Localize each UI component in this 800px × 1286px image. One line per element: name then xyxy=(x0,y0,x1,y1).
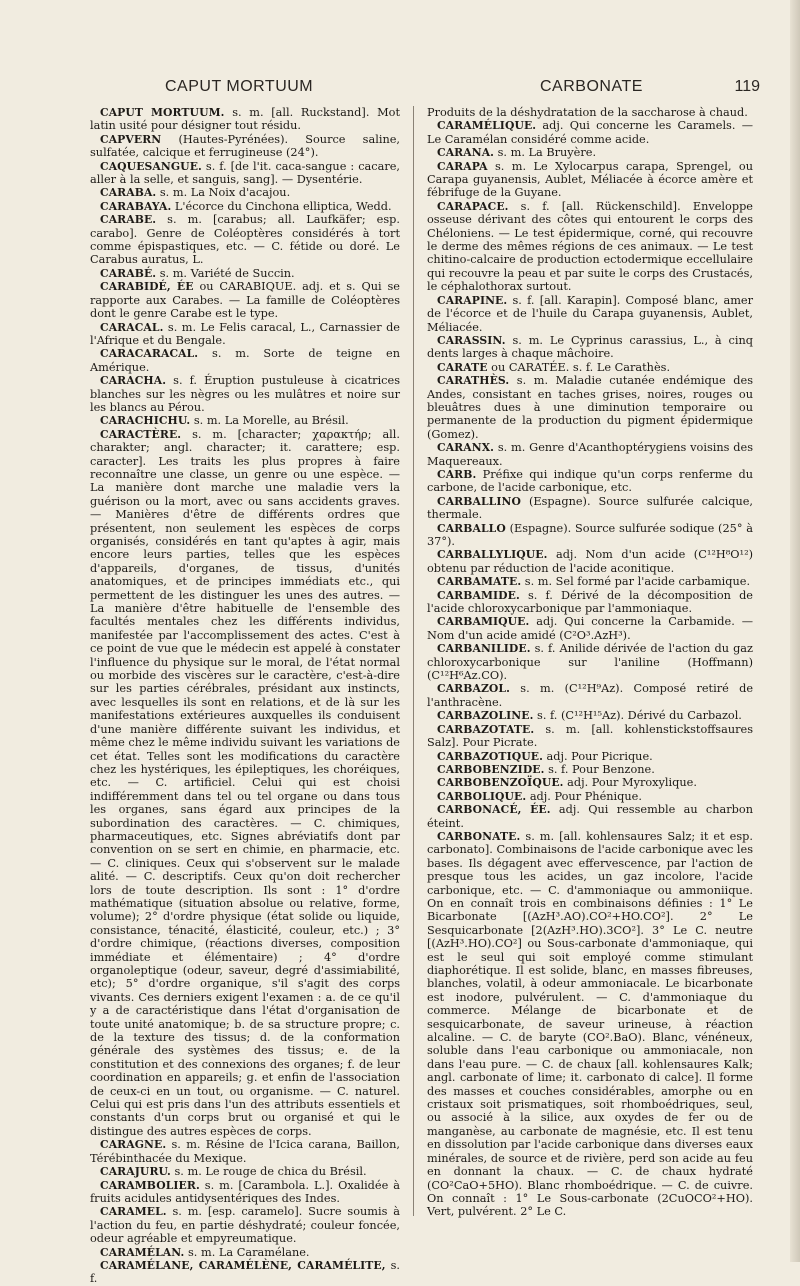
dictionary-entry xyxy=(427,146,753,159)
entry-definition: adj. Qui concerne la Carbamide. — Nom d'un acide amidé (C²O³.AzH³). xyxy=(427,615,753,642)
entry-definition: s. f. [de l'it. caca-sangue : cacare, aller à la selle, et sanguis, sang]. — Dysentérie. xyxy=(90,159,400,187)
entry-headword: CARAMÉLIQUE. xyxy=(437,119,537,133)
dictionary-entry xyxy=(90,267,400,280)
entry-headword: CARACTÈRE. xyxy=(100,427,182,441)
entry-headword: CARAJURU. xyxy=(100,1165,171,1179)
entry-definition: s. f. Dérivé de la décomposition de l'acide chloroxycarbonique par l'ammoniaque. xyxy=(427,588,753,616)
entry-headword: CAPUT MORTUUM. xyxy=(100,106,225,119)
entry-headword: CARABA. xyxy=(100,186,157,200)
entry-headword: CARBONACÉ, ÉE. xyxy=(437,803,551,817)
entry-definition: s. m. [esp. caramelo]. Sucre soumis à l'action du feu, en partie déshydraté; couleur foncée, odeur agréable et empyreumatique. xyxy=(90,1205,400,1246)
entry-definition: (Espagne). Source sulfurée calcique, thermale. xyxy=(427,494,753,522)
dictionary-entry xyxy=(427,374,753,441)
entry-definition: s. m. [all. kohlenstickstoffsaures Salz]. Pour Picrate. xyxy=(427,722,753,750)
entry-headword: CARBAMIQUE. xyxy=(437,615,530,629)
entry-definition: s. f. xyxy=(90,1258,400,1286)
entry-definition: s. m. [all. kohlensaures Salz; it et esp. carbonato]. Combinaisons de l'acide carbonique avec les bases. Ils dégagent avec effervescence, par l'action de presque tous les acides, un gaz incolore, l'acide carbonique, etc. — C. d'ammoniaque ou ammoniique. On en connaît trois en combinaisons définies : 1° Le Bicarbonate [(AzH³.AO).CO²+HO.CO²]. 2° Le Sesquicarbonate [2(AzH³.HO).3CO²]. 3° Le C. neutre [(AzH³.HO).CO²] ou Sous-carbonate d'ammoniaque, qui est le seul qui soit employé comme stimulant diaphorétique. Il est solide, blanc, en masses fibreuses, blanches, volatil, à odeur ammoniacale. Le bicarbonate est inodore, pulvérulent. — C. d'ammoniaque du commerce. Mélange de bicarbonate et de sesquicarbonate, de saveur urineuse, à réaction alcaline. — C. de baryte (CO².BaO). Blanc, vénéneux, soluble dans l'eau carbonique ou ammoniacale, non dans l'eau pure. — C. de chaux [all. kohlensaures Kalk; angl. carbonate of lime; it. carbonato di calce]. Il forme des masses et couches considérables, amorphe ou en cristaux soit prismatiques, soit rhomboédriques, seul, ou associé à la silice, aux oxydes de fer ou de manganèse, au carbonate de magnésie, etc. Il est tenu en dissolution par l'acide carbonique dans diverses eaux minérales, de source et de rivière, perd son acide au feu en donnant la chaux. — C. de chaux hydraté (CO²CaO+5HO). Blanc rhomboédrique. — C. de cuivre. On connaît : 1° Le Sous-carbonate (2CuOCO²+HO). Vert, pulvérent. 2° Le C. xyxy=(427,829,753,1219)
dictionary-entry xyxy=(90,186,400,199)
entry-definition: s. m. Variété de Succin. xyxy=(156,266,295,280)
dictionary-entry xyxy=(90,160,400,187)
entry-headword: CARBAZOTATE. xyxy=(437,722,535,736)
entry-definition: s. m. La Morelle, au Brésil. xyxy=(190,414,349,428)
entry-headword: CARAPACE. xyxy=(437,199,509,213)
entry-headword: CARBAZOLINE. xyxy=(437,709,534,723)
dictionary-entry xyxy=(427,106,753,119)
entry-headword: CARAPINE. xyxy=(437,293,508,307)
entry-definition: ou CARATÉE. s. f. Le Carathès. xyxy=(487,360,671,374)
dictionary-entry xyxy=(90,1246,400,1259)
entry-headword: CARABE. xyxy=(100,213,157,227)
entry-headword: CARBAZOL. xyxy=(437,682,510,696)
dictionary-entry xyxy=(427,441,753,468)
entry-definition: adj. Nom d'un acide (C¹²H⁸O¹²) obtenu par réduction de l'acide aconitique. xyxy=(427,548,753,575)
dictionary-entry xyxy=(427,642,753,682)
entry-definition: s. m. [character; χαρακτήρ; all. charakter; angl. character; it. carattere; esp. caracter]. Les traits les plus propres à faire reconnaître une classe, un genre ou une espèce. — La manière dont marche une maladie vers la guérison ou la mort, avec ou sans accidents graves. — Manières d'être de différents ordres que présentent, non seulement les espèces de corps organisés, considérés en tant qu'aptes à agir, mais encore leurs parties, telles que les espèces d'appareils, d'organes, de tissus, d'unités anatomiques, et de principes immédiats etc., qui permettent de les distinguer les unes des autres. — La manière d'être habituelle de l'ensemble des facultés mentales chez les différents individus, manifestée par l'accomplissement des actes. C'est à ce point de vue que le médecin est appelé à constater l'influence du physique sur le moral, de l'état normal ou morbide des viscères sur le caractère, c'est-à-dire sur les parties cérébrales, présidant aux instincts, avec lesquelles ils sont en relations, et de là sur les manifestations extérieures auxquelles ils conduisent d'une manière différente suivant les individus, et même chez le même individu suivant les variations de cet état. Telles sont les modifications du caractère chez les hystériques, les épileptiques, les choréiques, etc. — C. artificiel. Celui qui est choisi indifféremment dans tel ou tel organe ou dans tous les organes, sans égard aux principes de la subordination des caractères. — C. chimiques, pharmaceutiques, etc. Signes abréviatifs dont par convention on se sert en chimie, en pharmacie, etc. — C. cliniques. Ceux qui s'observent sur le malade alité. — C. descriptifs. Ceux qu'on doit rechercher lors de toute description. Ils sont : 1° d'ordre mathématique (situation absolue ou relative, forme, volume); 2° d'ordre physique (état solide ou liquide, consistance, ténacité, élasticité, couleur, etc.) ; 3° d'ordre chimique, (réactions diverses, composition immédiate et élémentaire) ; 4° d'ordre organoleptique (odeur, saveur, degré d'assimiabilité, etc); 5° d'ordre organique, s'il s'agit des corps vivants. Ces derniers exigent l'examen : a. de ce qu'il y a de caractéristique dans l'état d'organisation de toute unité anatomique; b. de sa structure propre; c. de la texture des tissus; d. de la conformation générale des systèmes des tissus; e. de la constitution et des connexions des organes; f. de leur coordination en appareils; g. et enfin de l'association de ceux-ci en un tout, ou organisme. — C. naturel. Celui qui est pris dans l'un des attributs essentiels et constants d'un corps brut ou organisé et qui le distingue des autres espèces de corps. xyxy=(90,427,400,1138)
dictionary-entry xyxy=(427,575,753,588)
entry-headword: CARASSIN. xyxy=(437,333,506,347)
entry-definition: s. m. Genre d'Acanthoptérygiens voisins des Maquereaux. xyxy=(427,441,753,468)
dictionary-entry xyxy=(90,133,400,160)
entry-definition: s. m. Le Felis caracal, L., Carnassier de l'Afrique et du Bengale. xyxy=(90,320,400,347)
dictionary-entry xyxy=(90,347,400,374)
right-column xyxy=(427,106,753,1226)
entry-definition: s. m. La Noix d'acajou. xyxy=(156,186,291,200)
dictionary-entry xyxy=(90,1205,400,1245)
entry-definition: s. m. Le Cyprinus carassius, L., à cinq dents larges à chaque mâchoire. xyxy=(427,333,753,361)
dictionary-entry xyxy=(90,1259,400,1286)
entry-headword: CAQUESANGUE. xyxy=(100,159,202,173)
entry-headword: CARACAL. xyxy=(100,320,164,334)
entry-headword: CARABIDÉ, ÉE xyxy=(100,280,194,294)
dictionary-entry xyxy=(90,321,400,348)
entry-headword: CARBOBENZOÏQUE. xyxy=(437,776,564,790)
entry-headword: CARBANILIDE. xyxy=(437,642,531,656)
entry-definition: adj. Pour Myroxylique. xyxy=(563,776,697,790)
dictionary-entry xyxy=(427,200,753,294)
entry-definition: Produits de la déshydratation de la saccharose à chaud. xyxy=(427,106,748,119)
entry-definition: s. m. Le Xylocarpus carapa, Sprengel, ou Carapa guyanensis, Aublet, Méliacée à écorce amère et fébrifuge de la Guyane. xyxy=(427,159,753,200)
entry-headword: CARBOBENZIDE. xyxy=(437,762,545,776)
dictionary-entry xyxy=(427,119,753,146)
left-column xyxy=(90,106,401,1286)
entry-headword: CARACHA. xyxy=(100,374,167,388)
entry-headword: CARABAYA. xyxy=(100,199,172,213)
entry-headword: CARBAZOTIQUE. xyxy=(437,749,543,763)
dictionary-entry xyxy=(427,361,753,374)
dictionary-entry xyxy=(427,682,753,709)
dictionary-entry xyxy=(90,213,400,267)
entry-definition: adj. Qui concerne les Caramels. — Le Caramélan considéré comme acide. xyxy=(427,119,753,146)
entry-definition: s. m. (C¹²H⁹Az). Composé retiré de l'anthracène. xyxy=(427,682,753,709)
dictionary-entry xyxy=(90,1179,400,1206)
dictionary-entry xyxy=(427,723,753,750)
dictionary-entry xyxy=(90,428,400,1139)
entry-headword: CARACHICHU. xyxy=(100,414,191,428)
dictionary-entry xyxy=(427,294,753,334)
entry-definition: s. m. [carabus; all. Laufkäfer; esp. carabo]. Genre de Coléoptères considérés à tort comme épispastiques, etc. — C. fétide ou doré. Le Carabus auratus, L. xyxy=(90,213,400,267)
dictionary-entry xyxy=(427,750,753,763)
page-number: 119 xyxy=(734,78,760,95)
column-divider xyxy=(413,106,414,1216)
dictionary-entry xyxy=(427,589,753,616)
header-right-title: CARBONATE xyxy=(540,78,643,95)
entry-definition: s. m. La Bruyère. xyxy=(494,146,597,160)
entry-headword: CARAPA xyxy=(437,159,488,173)
entry-headword: CARANX. xyxy=(437,441,495,455)
entry-headword: CAPVERN xyxy=(100,132,162,146)
dictionary-entry xyxy=(90,1165,400,1178)
entry-definition: s. m. La Caramélane. xyxy=(184,1245,310,1259)
entry-headword: CARBALLYLIQUE. xyxy=(437,548,548,562)
entry-definition: adj. Pour Phénique. xyxy=(526,789,642,803)
entry-definition: ou CARABIQUE. adj. et s. Qui se rapporte aux Carabes. — La famille de Coléoptères dont le genre Carabe est le type. xyxy=(90,280,400,321)
header-left-title: CAPUT MORTUUM xyxy=(165,78,314,95)
dictionary-entry xyxy=(90,280,400,320)
entry-definition: Préfixe qui indique qu'un corps renferme du carbone, de l'acide carbonique, etc. xyxy=(427,467,753,495)
dictionary-entry xyxy=(427,468,753,495)
dictionary-entry xyxy=(90,1138,400,1165)
dictionary-entry xyxy=(427,790,753,803)
page-edge-shadow xyxy=(790,0,800,1262)
entry-headword: CARBALLINO xyxy=(437,494,521,508)
dictionary-entry xyxy=(427,763,753,776)
entry-definition: L'écorce du Cinchona elliptica, Wedd. xyxy=(171,199,392,213)
entry-headword: CARABÉ. xyxy=(100,266,157,280)
entry-definition: s. m. [Carambola. L.]. Oxalidée à fruits acidules antidysentériques des Indes. xyxy=(90,1178,400,1205)
dictionary-entry xyxy=(427,776,753,789)
entry-headword: CARBAMATE. xyxy=(437,575,522,589)
entry-headword: CARAMÉLANE, CARAMÉLÈNE, CARAMÉLITE, xyxy=(100,1258,386,1272)
entry-headword: CARAMEL. xyxy=(100,1205,167,1219)
entry-definition: s. m. Sorte de teigne en Amérique. xyxy=(90,347,400,374)
dictionary-entry xyxy=(427,615,753,642)
entry-definition: adj. Pour Picrique. xyxy=(542,749,653,763)
entry-definition: s. f. Pour Benzone. xyxy=(544,762,655,776)
entry-headword: CARB. xyxy=(437,467,477,481)
dictionary-entry xyxy=(427,709,753,722)
entry-headword: CARAMÉLAN. xyxy=(100,1245,185,1259)
dictionary-entry xyxy=(427,522,753,549)
entry-headword: CARATE xyxy=(437,360,488,374)
entry-headword: CARBAMIDE. xyxy=(437,588,520,602)
entry-definition: s. f. [all. Karapin]. Composé blanc, amer de l'écorce et de l'huile du Carapa guyanensis, Aublet, Méliacée. xyxy=(427,293,753,334)
entry-definition: s. m. [all. Ruckstand]. Mot latin usité pour désigner tout résidu. xyxy=(90,106,401,133)
entry-definition: adj. Qui ressemble au charbon éteint. xyxy=(427,803,753,830)
entry-definition: (Hautes-Pyrénées). Source saline, sulfatée, calcique et ferrugineuse (24°). xyxy=(90,132,400,160)
dictionary-entry xyxy=(427,548,753,575)
entry-definition: s. f. Anilide dérivée de l'action du gaz chloroxycarbonique sur l'aniline (Hoffmann) (C¹²H⁶Az.CO). xyxy=(427,642,753,683)
entry-definition: s. m. Résine de l'Icica carana, Baillon, Térébinthacée du Mexique. xyxy=(90,1138,400,1165)
entry-headword: CARAMBOLIER. xyxy=(100,1178,200,1192)
dictionary-entry xyxy=(90,414,400,427)
dictionary-entry xyxy=(90,374,400,414)
entry-headword: CARBONATE. xyxy=(437,829,521,843)
dictionary-entry xyxy=(90,106,400,133)
entry-definition: s. m. Maladie cutanée endémique des Andes, consistant en taches grises, noires, rouges ou bleuâtres dues à une diminution temporaire ou permanente de la production du pigment épidermique (Gomez). xyxy=(427,374,753,441)
entry-definition: s. f. Éruption pustuleuse à cicatrices blanches sur les nègres ou les mulâtres et noire sur les blancs au Pérou. xyxy=(90,374,400,414)
dictionary-entry xyxy=(427,495,753,522)
dictionary-entry xyxy=(427,160,753,200)
entry-definition: (Espagne). Source sulfurée sodique (25° à 37°). xyxy=(427,521,753,548)
entry-headword: CARATHÈS. xyxy=(437,374,510,388)
running-header xyxy=(90,78,760,102)
dictionary-entry xyxy=(90,200,400,213)
dictionary-entry xyxy=(427,334,753,361)
entry-headword: CARBOLIQUE. xyxy=(437,789,527,803)
entry-headword: CARACARACAL. xyxy=(100,347,199,361)
entry-definition: s. f. (C¹²H¹⁵Az). Dérivé du Carbazol. xyxy=(533,709,742,723)
entry-headword: CARANA. xyxy=(437,146,495,160)
entry-headword: CARAGNE. xyxy=(100,1138,167,1152)
entry-definition: s. f. [all. Rückenschild]. Enveloppe osseuse dérivant des côtes qui entourent le corps des Chéloniens. — Le test épidermique, corné, qui recouvre le derme des mêmes régions de ces animaux. — Le test chitino-calcaire de production ectodermique eccellulaire qui recouvre la peau et par suite le corps des Crustacés, le céphalothorax surtout. xyxy=(427,199,753,294)
entry-definition: s. m. Le rouge de chica du Brésil. xyxy=(170,1165,367,1179)
entry-headword: CARBALLO xyxy=(437,521,506,535)
dictionary-entry xyxy=(427,803,753,830)
dictionary-entry xyxy=(427,830,753,1219)
entry-definition: s. m. Sel formé par l'acide carbamique. xyxy=(521,575,751,589)
